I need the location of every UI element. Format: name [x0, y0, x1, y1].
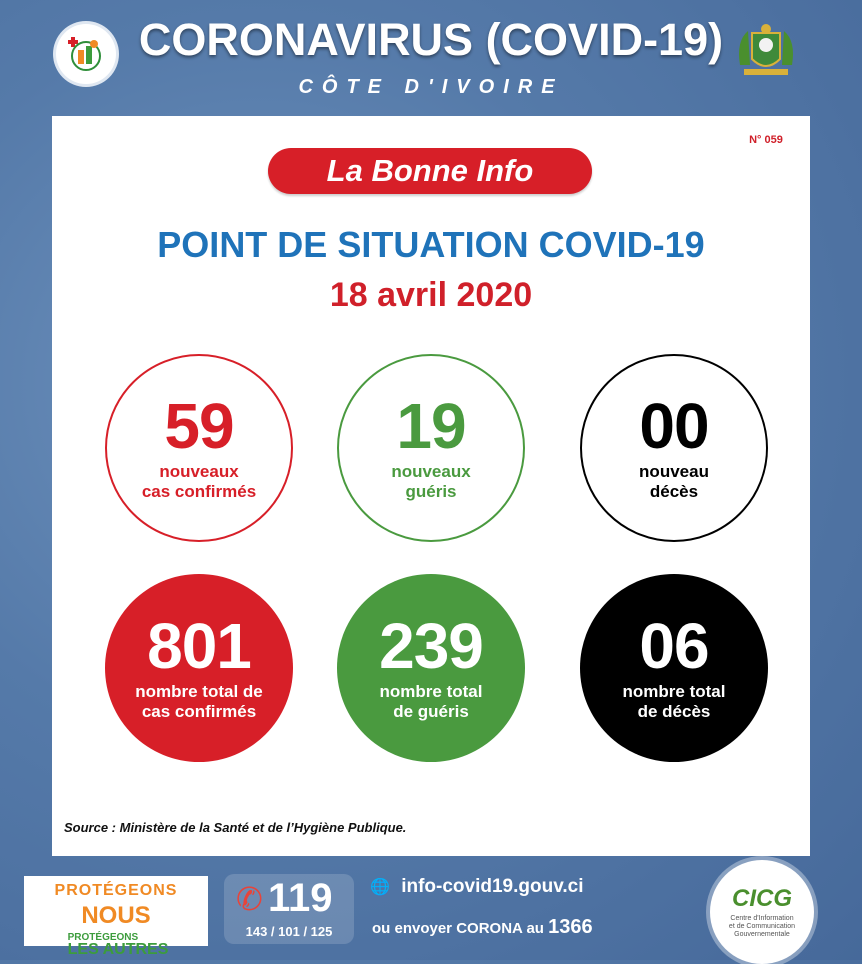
country-subtitle: CÔTE D'IVOIRE: [298, 76, 564, 98]
situation-headline: POINT DE SITUATION COVID-19: [157, 224, 705, 265]
protect-big-word: NOUS: [81, 902, 151, 929]
globe-icon: 🌐: [370, 879, 390, 896]
new-cases-label-1: nouveaux: [159, 462, 239, 481]
total-cases-label-1: nombre total de: [135, 682, 263, 701]
total-cases-stat: [105, 574, 293, 762]
new-cases-label-2: cas confirmés: [141, 482, 257, 501]
protect-small-word: PROTÉGEONS: [67, 932, 139, 943]
sms-prefix: ou envoyer CORONA au: [372, 920, 544, 937]
bonne-info-badge: La Bonne Info: [268, 148, 592, 194]
new-cases-value: 59: [164, 390, 234, 462]
website-line: [370, 876, 583, 898]
total-deaths-label-2: de décès: [637, 702, 711, 721]
hotline-alt-numbers: 143 / 101 / 125: [245, 924, 333, 939]
protect-small-word-2: LES AUTRES: [67, 941, 169, 958]
total-recovered-label-2: de guéris: [393, 702, 469, 721]
hotline-number: 119: [268, 876, 333, 920]
issue-number: N° 059: [749, 134, 783, 146]
sms-number: 1366: [548, 916, 593, 938]
total-recovered-value: 239: [379, 610, 483, 682]
coat-of-arms-logo: [728, 20, 804, 86]
new-recovered-label-2: guéris: [405, 482, 457, 501]
cicg-subtitle: Centre d'Information et de Communication Gouvernementale: [728, 915, 796, 938]
cicg-logo: [710, 860, 814, 964]
source-note: Source : Ministère de la Santé et de l’Hygiène Publique.: [64, 820, 407, 835]
new-recovered-stat: [337, 354, 525, 542]
total-deaths-label-1: nombre total: [622, 682, 726, 701]
total-cases-label-2: cas confirmés: [141, 702, 257, 721]
sms-line: [372, 916, 593, 939]
cicg-brand: CICG: [732, 885, 792, 912]
new-deaths-label-1: nouveau: [639, 462, 709, 481]
report-date: 18 avril 2020: [329, 276, 533, 314]
total-deaths-stat: [580, 574, 768, 762]
new-recovered-label-1: nouveaux: [391, 462, 471, 481]
footer: [0, 860, 862, 960]
info-card: [52, 116, 810, 856]
new-recovered-value: 19: [396, 390, 466, 462]
header: [0, 0, 862, 112]
page-title: CORONAVIRUS (COVID-19): [138, 14, 724, 65]
new-deaths-stat: [580, 354, 768, 542]
website-link[interactable]: info-covid19.gouv.ci: [401, 876, 584, 897]
new-deaths-value: 00: [639, 390, 709, 462]
total-deaths-value: 06: [639, 610, 709, 682]
protect-campaign-banner: [24, 876, 208, 958]
protect-line1: PROTÉGEONS: [54, 882, 178, 899]
protect-line2: [30, 902, 202, 956]
new-deaths-label-2: décès: [649, 482, 699, 501]
new-cases-stat: [105, 354, 293, 542]
total-recovered-label-1: nombre total: [379, 682, 483, 701]
total-recovered-stat: [337, 574, 525, 762]
total-cases-value: 801: [147, 610, 251, 682]
hotline-box: [224, 874, 354, 944]
phone-icon: ✆: [236, 881, 263, 917]
